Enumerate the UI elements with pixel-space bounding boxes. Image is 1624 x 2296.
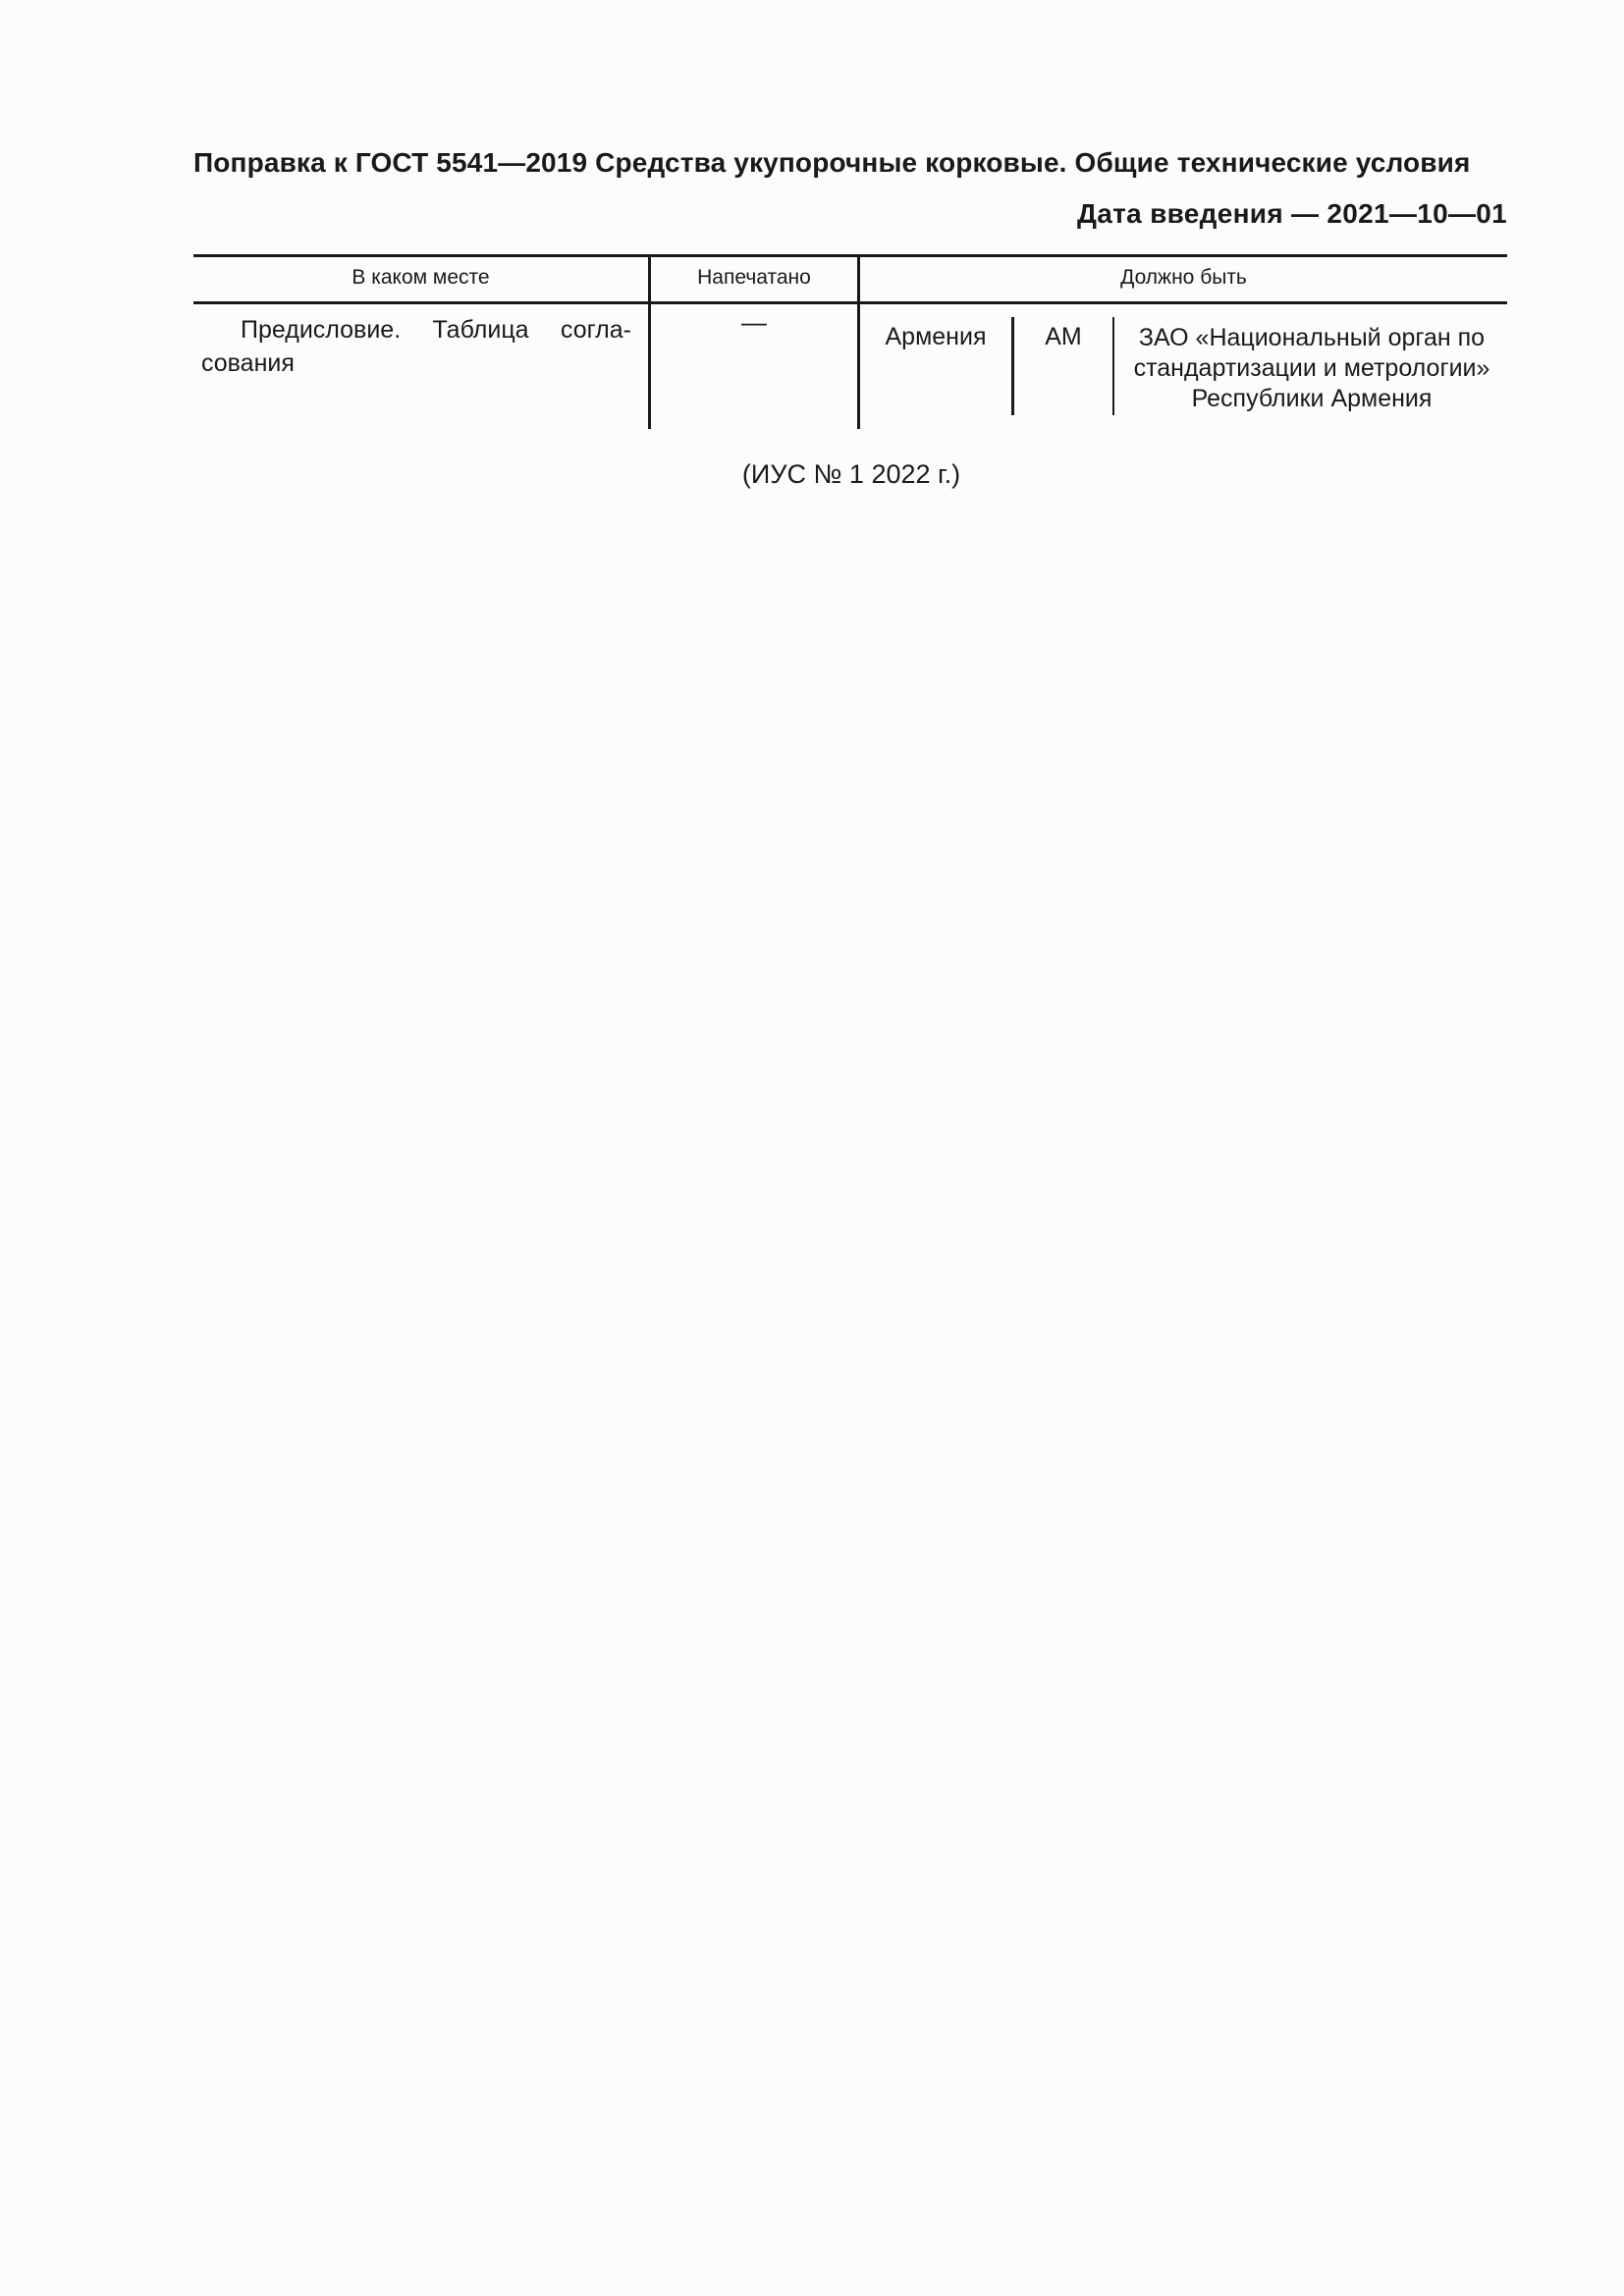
header-should-be: Должно быть bbox=[1120, 266, 1247, 289]
table-header-rule bbox=[193, 301, 1507, 304]
subcolumn-divider bbox=[1112, 317, 1114, 415]
cell-printed: — bbox=[741, 307, 767, 337]
document-title: Поправка к ГОСТ 5541—2019 Средства укупорочные корковые. Общие технические условия bbox=[193, 147, 1471, 178]
cell-country: Армения bbox=[885, 323, 987, 350]
introduction-date: Дата введения — 2021—10—01 bbox=[1077, 198, 1507, 229]
header-where: В каком месте bbox=[352, 266, 490, 289]
header-printed: Напечатано bbox=[697, 266, 811, 289]
cell-where: Предисловие. Таблица согла-сования bbox=[201, 316, 631, 377]
source-reference: (ИУС № 1 2022 г.) bbox=[741, 459, 961, 489]
amendment-table bbox=[193, 254, 1507, 429]
table-top-rule bbox=[193, 254, 1507, 257]
cell-country-code: AM bbox=[1045, 323, 1082, 350]
cell-organization: ЗАО «Национальный орган по стандартизации и метрологии» Республики Армения bbox=[1133, 324, 1490, 412]
